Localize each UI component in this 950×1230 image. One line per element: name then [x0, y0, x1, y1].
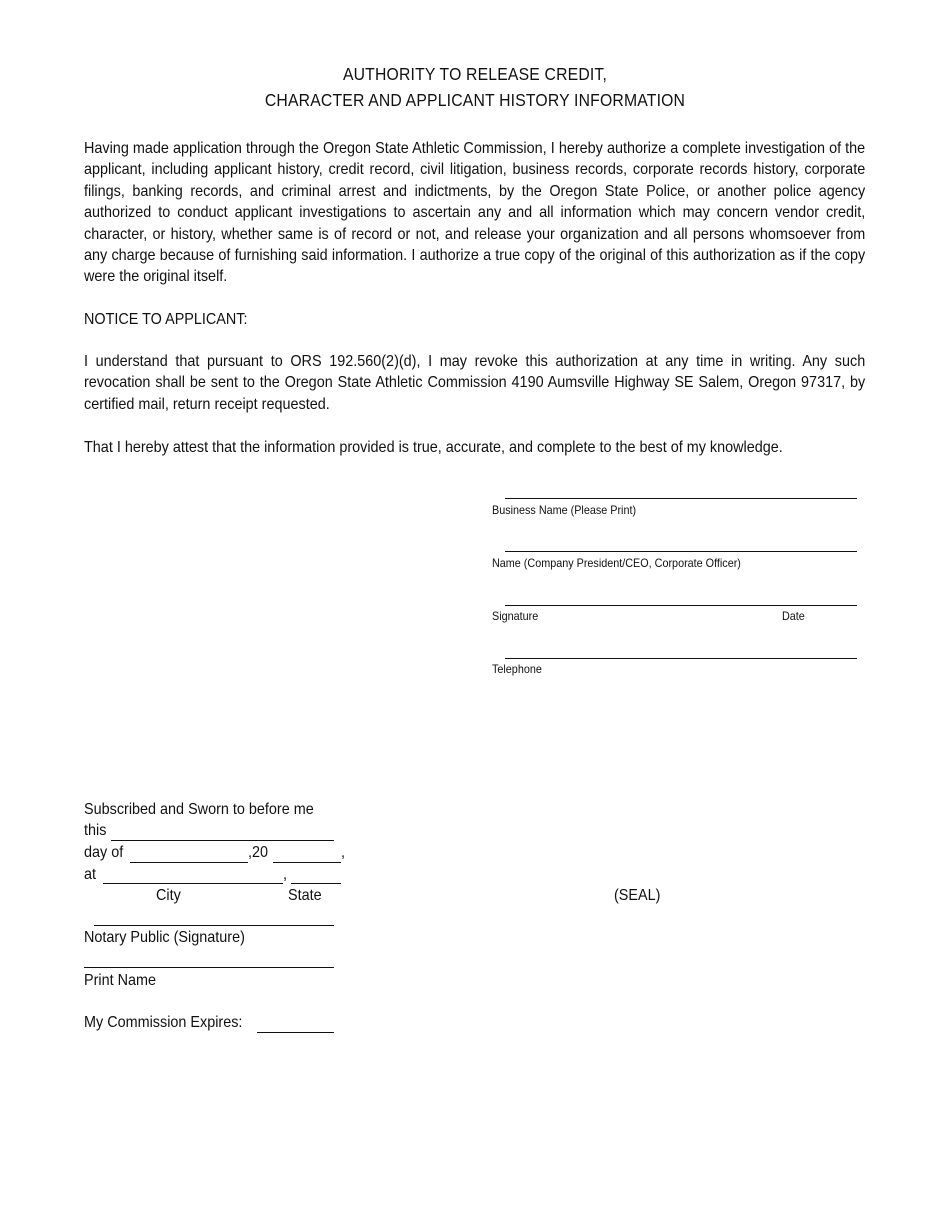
this-label: this	[84, 822, 107, 839]
authorization-paragraph: Having made application through the Oregon State Athletic Commission, I hereby authorize a complete investigation of the applicant, including applicant history, credit record, civil litigation, business records, corporate records history, corporate filings, banking records, and criminal arrest and indictments, by the Oregon State Police, or another police agency authorized to conduct applicant investigations to ascertain any and all information which may concern vendor credit, character, or history, whether same is of record or not, and release your organization and all persons whomsoever from any charge because of furnishing said information. I authorize a true copy of the original of this authorization as if the copy were the original itself.	[84, 140, 866, 286]
at-label: at	[84, 866, 97, 883]
this-day-field[interactable]	[111, 840, 334, 841]
city-field[interactable]	[103, 883, 283, 884]
city-label: City	[156, 887, 181, 904]
day-of-label: day of	[84, 844, 124, 861]
year-field[interactable]	[273, 862, 341, 863]
sworn-statement: Subscribed and Sworn to before me	[84, 801, 314, 818]
commission-expires-field[interactable]	[257, 1032, 334, 1033]
commission-expires-label: My Commission Expires:	[84, 1014, 243, 1031]
year-prefix: ,20	[248, 844, 269, 861]
notice-heading: NOTICE TO APPLICANT:	[84, 311, 248, 328]
seal-label: (SEAL)	[614, 887, 661, 904]
business-name-field[interactable]	[505, 498, 857, 499]
officer-name-field[interactable]	[505, 551, 857, 552]
revocation-paragraph: I understand that pursuant to ORS 192.560(2)(d), I may revoke this authorization at any time in writing. Any such revocation shall be sent to the Oregon State Athletic Commission 4190 Aumsville Highway SE Salem, Oregon 97317, by certified mail, return receipt requested.	[84, 353, 866, 413]
form-title-line-2: CHARACTER AND APPLICANT HISTORY INFORMATION	[264, 90, 686, 110]
at-comma: ,	[283, 866, 288, 883]
notary-signature-label: Notary Public (Signature)	[84, 929, 245, 946]
signature-label: Signature	[492, 609, 539, 623]
print-name-field[interactable]	[84, 967, 334, 968]
state-field[interactable]	[291, 883, 341, 884]
telephone-label: Telephone	[492, 662, 542, 676]
telephone-field[interactable]	[505, 658, 857, 659]
state-label: State	[288, 887, 322, 904]
year-suffix: ,	[341, 844, 346, 861]
form-title-line-1: AUTHORITY TO RELEASE CREDIT,	[342, 64, 608, 84]
business-name-label: Business Name (Please Print)	[492, 503, 637, 517]
date-label: Date	[782, 609, 805, 623]
notary-signature-field[interactable]	[94, 925, 334, 926]
attestation-paragraph: That I hereby attest that the information provided is true, accurate, and complete to the best of my knowledge.	[84, 439, 783, 456]
print-name-label: Print Name	[84, 972, 157, 989]
officer-name-label: Name (Company President/CEO, Corporate Officer)	[492, 556, 741, 570]
month-field[interactable]	[130, 862, 248, 863]
signature-date-field[interactable]	[505, 605, 857, 606]
